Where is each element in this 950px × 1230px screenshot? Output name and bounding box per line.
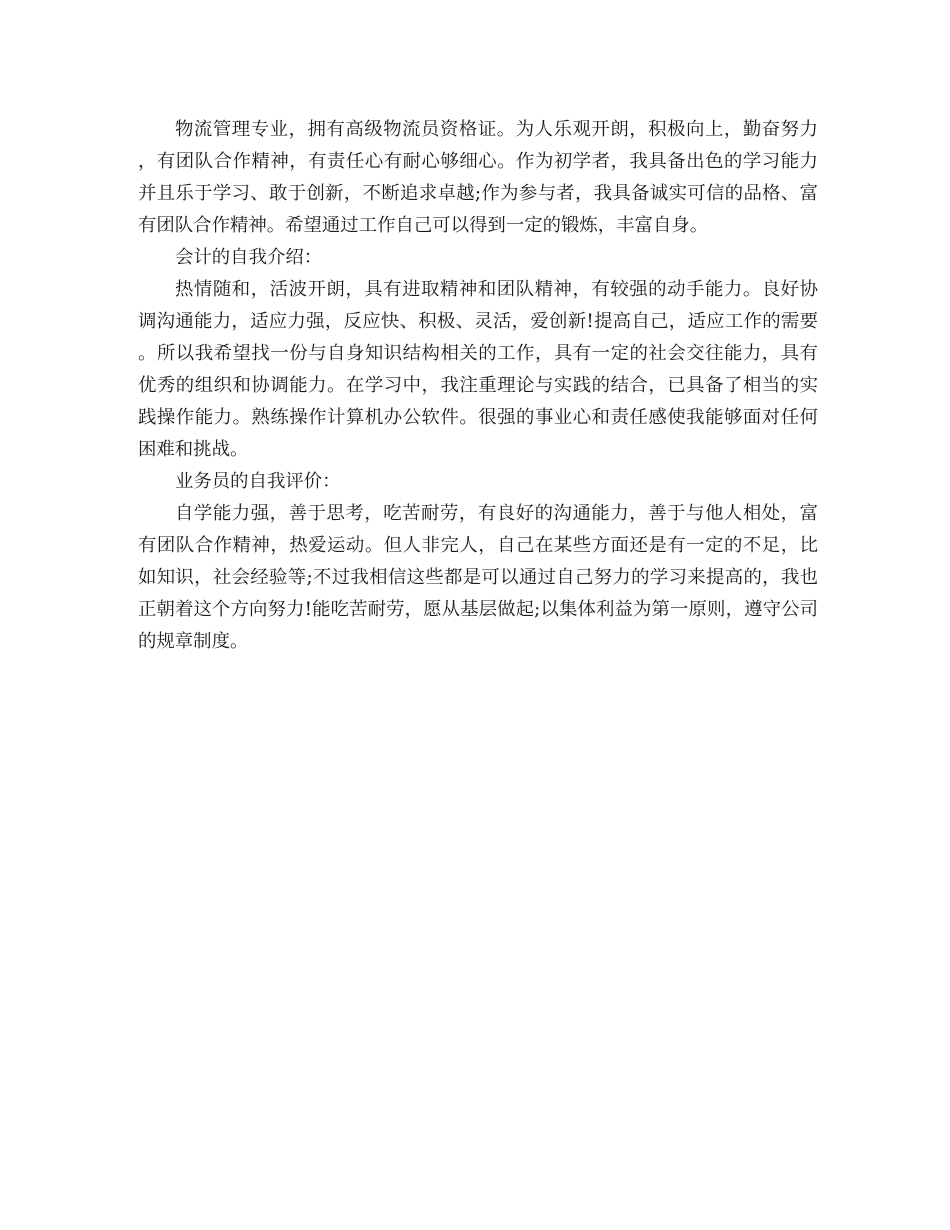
heading-salesperson-self-evaluation: 业务员的自我评价：	[175, 471, 341, 492]
heading-accounting-self-intro: 会计的自我介绍：	[175, 247, 323, 268]
paragraph-salesperson-self-evaluation: 自学能力强，善于思考，吃苦耐劳，有良好的沟通能力，善于与他人相处，富有团队合作精神，热爱运动。但人非完人，自己在某些方面还是有一定的不足，比如知识，社会经验等;不过我相信这些都是可以通过自己努力的学习来提高的，我也正朝着这个方向努力!能吃苦耐劳，愿从基层做起;以集体利益为第一原则，遵守公司的规章制度。	[138, 503, 818, 652]
document-body	[138, 114, 818, 658]
paragraph-logistics-intro: 物流管理专业，拥有高级物流员资格证。为人乐观开朗，积极向上，勤奋努力，有团队合作精神，有责任心有耐心够细心。作为初学者，我具备出色的学习能力并且乐于学习、敢于创新，不断追求卓越;作为参与者，我具备诚实可信的品格、富有团队合作精神。希望通过工作自己可以得到一定的锻炼，丰富自身。	[138, 119, 818, 236]
paragraph-accounting-self-intro: 热情随和，活波开朗，具有进取精神和团队精神，有较强的动手能力。良好协调沟通能力，适应力强，反应快、积极、灵活，爱创新!提高自己，适应工作的需要。所以我希望找一份与自身知识结构相关的工作，具有一定的社会交往能力，具有优秀的组织和协调能力。在学习中，我注重理论与实践的结合，已具备了相当的实践操作能力。熟练操作计算机办公软件。很强的事业心和责任感使我能够面对任何困难和挑战。	[138, 279, 818, 460]
